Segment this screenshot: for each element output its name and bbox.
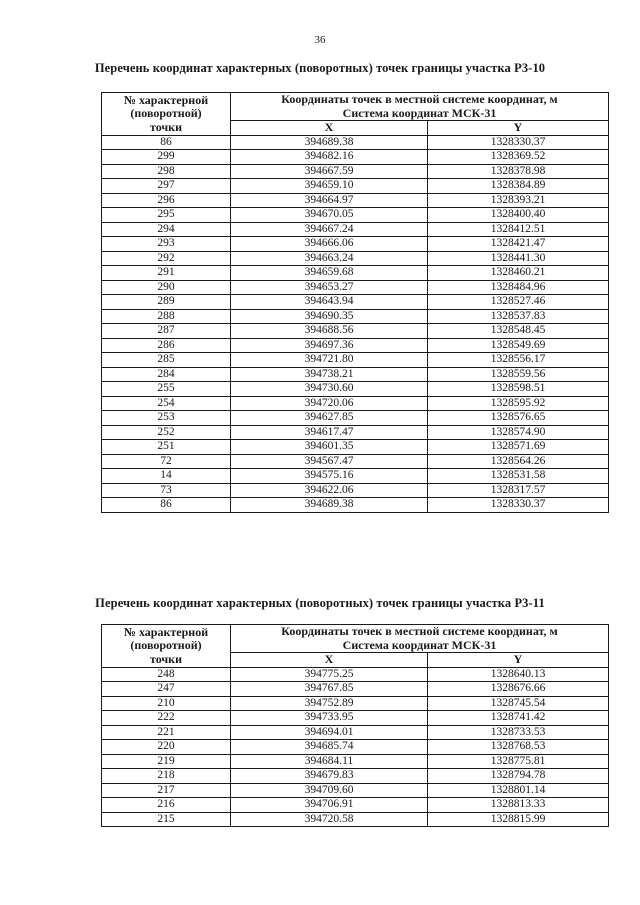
point-number-cell: 14: [102, 469, 231, 484]
x-coordinate-cell: 394775.25: [231, 667, 428, 682]
point-number-cell: 295: [102, 208, 231, 223]
table-row: [102, 208, 609, 223]
coordinates-header: [231, 93, 609, 121]
y-coordinate-cell: 1328384.89: [428, 179, 609, 194]
x-coordinate-cell: 394601.35: [231, 440, 428, 455]
point-header-line-2: (поворотной): [130, 638, 202, 652]
point-number-cell: 73: [102, 483, 231, 498]
point-number-cell: 284: [102, 367, 231, 382]
table-row: [102, 798, 609, 813]
point-number-cell: 288: [102, 309, 231, 324]
point-number-cell: 217: [102, 783, 231, 798]
section-title-r3-10: Перечень координат характерных (поворотных) точек границы участка Р3-10: [94, 61, 546, 75]
table-row: [102, 682, 609, 697]
y-coordinate-cell: 1328400.40: [428, 208, 609, 223]
point-number-cell: 286: [102, 338, 231, 353]
x-coordinate-cell: 394684.11: [231, 754, 428, 769]
y-coordinate-cell: 1328794.78: [428, 769, 609, 784]
x-coordinate-cell: 394733.95: [231, 711, 428, 726]
point-number-cell: 297: [102, 179, 231, 194]
table-row: [102, 353, 609, 368]
point-number-cell: 247: [102, 682, 231, 697]
y-coordinate-cell: 1328317.57: [428, 483, 609, 498]
x-coordinate-cell: 394670.05: [231, 208, 428, 223]
x-coordinate-cell: 394685.74: [231, 740, 428, 755]
point-number-cell: 251: [102, 440, 231, 455]
table-body: [102, 667, 609, 827]
point-number-cell: 253: [102, 411, 231, 426]
point-number-cell: 290: [102, 280, 231, 295]
point-number-cell: 294: [102, 222, 231, 237]
table-row: [102, 667, 609, 682]
x-coordinate-cell: 394679.83: [231, 769, 428, 784]
table-header: [102, 93, 609, 136]
x-coordinate-cell: 394709.60: [231, 783, 428, 798]
y-coordinate-cell: 1328527.46: [428, 295, 609, 310]
y-coordinate-cell: 1328421.47: [428, 237, 609, 252]
x-coordinate-cell: 394622.06: [231, 483, 428, 498]
coordinates-header-line-1: Координаты точек в местной системе координат, м: [281, 624, 558, 638]
section-title-r3-11: Перечень координат характерных (поворотных) точек границы участка Р3-11: [95, 596, 545, 610]
y-coordinate-cell: 1328815.99: [428, 812, 609, 827]
table-row: [102, 740, 609, 755]
point-number-cell: 219: [102, 754, 231, 769]
table-row: [102, 150, 609, 165]
point-number-cell: 291: [102, 266, 231, 281]
y-coordinate-cell: 1328549.69: [428, 338, 609, 353]
point-number-cell: 289: [102, 295, 231, 310]
y-coordinate-cell: 1328571.69: [428, 440, 609, 455]
y-coordinate-cell: 1328378.98: [428, 164, 609, 179]
y-coordinate-cell: 1328556.17: [428, 353, 609, 368]
point-number-cell: 293: [102, 237, 231, 252]
coordinates-table-r3-11: [101, 624, 609, 827]
x-coordinate-cell: 394689.38: [231, 498, 428, 513]
table-row: [102, 164, 609, 179]
point-number-cell: 298: [102, 164, 231, 179]
table-row: [102, 454, 609, 469]
x-coordinate-cell: 394706.91: [231, 798, 428, 813]
point-number-header: [102, 625, 231, 668]
point-number-cell: 285: [102, 353, 231, 368]
table-row: [102, 469, 609, 484]
point-header-line-3: точки: [149, 119, 183, 134]
table-row: [102, 498, 609, 513]
x-column-header: X: [231, 653, 428, 668]
table-row: [102, 396, 609, 411]
point-number-cell: 218: [102, 769, 231, 784]
y-coordinate-cell: 1328595.92: [428, 396, 609, 411]
x-coordinate-cell: 394666.06: [231, 237, 428, 252]
y-coordinate-cell: 1328441.30: [428, 251, 609, 266]
y-coordinate-cell: 1328768.53: [428, 740, 609, 755]
table-body: [102, 135, 609, 512]
point-number-cell: 222: [102, 711, 231, 726]
y-coordinate-cell: 1328537.83: [428, 309, 609, 324]
x-coordinate-cell: 394730.60: [231, 382, 428, 397]
y-coordinate-cell: 1328531.58: [428, 469, 609, 484]
x-coordinate-cell: 394721.80: [231, 353, 428, 368]
table-row: [102, 382, 609, 397]
y-coordinate-cell: 1328393.21: [428, 193, 609, 208]
point-number-header: [102, 93, 231, 136]
point-header-line-1: № характерной: [123, 92, 209, 107]
table-row: [102, 425, 609, 440]
point-number-cell: 296: [102, 193, 231, 208]
point-number-cell: 210: [102, 696, 231, 711]
y-coordinate-cell: 1328801.14: [428, 783, 609, 798]
y-coordinate-cell: 1328598.51: [428, 382, 609, 397]
point-number-cell: 254: [102, 396, 231, 411]
x-coordinate-cell: 394682.16: [231, 150, 428, 165]
y-column-header: Y: [428, 653, 609, 668]
x-coordinate-cell: 394653.27: [231, 280, 428, 295]
x-coordinate-cell: 394689.38: [231, 135, 428, 150]
point-number-cell: 248: [102, 667, 231, 682]
x-coordinate-cell: 394664.97: [231, 193, 428, 208]
coordinates-header-line-2: Система координат МСК-31: [342, 105, 497, 120]
page-number: 36: [314, 34, 326, 46]
y-coordinate-cell: 1328564.26: [428, 454, 609, 469]
table-row: [102, 411, 609, 426]
x-coordinate-cell: 394667.59: [231, 164, 428, 179]
table-row: [102, 324, 609, 339]
y-column-header: Y: [428, 121, 609, 136]
x-coordinate-cell: 394617.47: [231, 425, 428, 440]
y-coordinate-cell: 1328574.90: [428, 425, 609, 440]
coordinates-header: [231, 625, 609, 653]
y-coordinate-cell: 1328775.81: [428, 754, 609, 769]
x-column-header: X: [231, 121, 428, 136]
x-coordinate-cell: 394663.24: [231, 251, 428, 266]
point-header-line-2: (поворотной): [130, 106, 202, 120]
point-number-cell: 86: [102, 135, 231, 150]
x-coordinate-cell: 394627.85: [231, 411, 428, 426]
y-coordinate-cell: 1328369.52: [428, 150, 609, 165]
table-row: [102, 338, 609, 353]
y-coordinate-cell: 1328484.96: [428, 280, 609, 295]
x-coordinate-cell: 394690.35: [231, 309, 428, 324]
y-coordinate-cell: 1328745.54: [428, 696, 609, 711]
y-coordinate-cell: 1328640.13: [428, 667, 609, 682]
x-coordinate-cell: 394659.10: [231, 179, 428, 194]
table-row: [102, 783, 609, 798]
x-coordinate-cell: 394697.36: [231, 338, 428, 353]
x-coordinate-cell: 394688.56: [231, 324, 428, 339]
point-header-line-1: № характерной: [123, 624, 209, 639]
y-coordinate-cell: 1328330.37: [428, 498, 609, 513]
y-coordinate-cell: 1328813.33: [428, 798, 609, 813]
point-number-cell: 216: [102, 798, 231, 813]
x-coordinate-cell: 394720.58: [231, 812, 428, 827]
point-header-line-3: точки: [149, 651, 183, 666]
table-row: [102, 812, 609, 827]
x-coordinate-cell: 394694.01: [231, 725, 428, 740]
point-number-cell: 220: [102, 740, 231, 755]
y-coordinate-cell: 1328548.45: [428, 324, 609, 339]
coordinates-header-line-2: Система координат МСК-31: [342, 637, 497, 652]
y-coordinate-cell: 1328559.56: [428, 367, 609, 382]
x-coordinate-cell: 394738.21: [231, 367, 428, 382]
y-coordinate-cell: 1328733.53: [428, 725, 609, 740]
table-row: [102, 367, 609, 382]
x-coordinate-cell: 394659.68: [231, 266, 428, 281]
table-row: [102, 179, 609, 194]
table-row: [102, 769, 609, 784]
table-row: [102, 309, 609, 324]
table-row: [102, 725, 609, 740]
point-number-cell: 215: [102, 812, 231, 827]
table-header: [102, 625, 609, 668]
table-row: [102, 696, 609, 711]
point-number-cell: 255: [102, 382, 231, 397]
x-coordinate-cell: 394720.06: [231, 396, 428, 411]
y-coordinate-cell: 1328460.21: [428, 266, 609, 281]
table-row: [102, 251, 609, 266]
x-coordinate-cell: 394567.47: [231, 454, 428, 469]
point-number-cell: 72: [102, 454, 231, 469]
x-coordinate-cell: 394667.24: [231, 222, 428, 237]
point-number-cell: 86: [102, 498, 231, 513]
table-row: [102, 280, 609, 295]
point-number-cell: 299: [102, 150, 231, 165]
table-row: [102, 266, 609, 281]
coordinates-header-line-1: Координаты точек в местной системе координат, м: [281, 92, 558, 106]
x-coordinate-cell: 394575.16: [231, 469, 428, 484]
y-coordinate-cell: 1328330.37: [428, 135, 609, 150]
table-row: [102, 440, 609, 455]
table-row: [102, 754, 609, 769]
y-coordinate-cell: 1328741.42: [428, 711, 609, 726]
table-row: [102, 711, 609, 726]
y-coordinate-cell: 1328576.65: [428, 411, 609, 426]
table-row: [102, 135, 609, 150]
point-number-cell: 287: [102, 324, 231, 339]
x-coordinate-cell: 394752.89: [231, 696, 428, 711]
y-coordinate-cell: 1328412.51: [428, 222, 609, 237]
table-row: [102, 222, 609, 237]
x-coordinate-cell: 394643.94: [231, 295, 428, 310]
coordinates-table-r3-10: [101, 92, 609, 513]
y-coordinate-cell: 1328676.66: [428, 682, 609, 697]
point-number-cell: 221: [102, 725, 231, 740]
x-coordinate-cell: 394767.85: [231, 682, 428, 697]
point-number-cell: 252: [102, 425, 231, 440]
table-row: [102, 237, 609, 252]
table-row: [102, 295, 609, 310]
table-row: [102, 193, 609, 208]
table-row: [102, 483, 609, 498]
point-number-cell: 292: [102, 251, 231, 266]
